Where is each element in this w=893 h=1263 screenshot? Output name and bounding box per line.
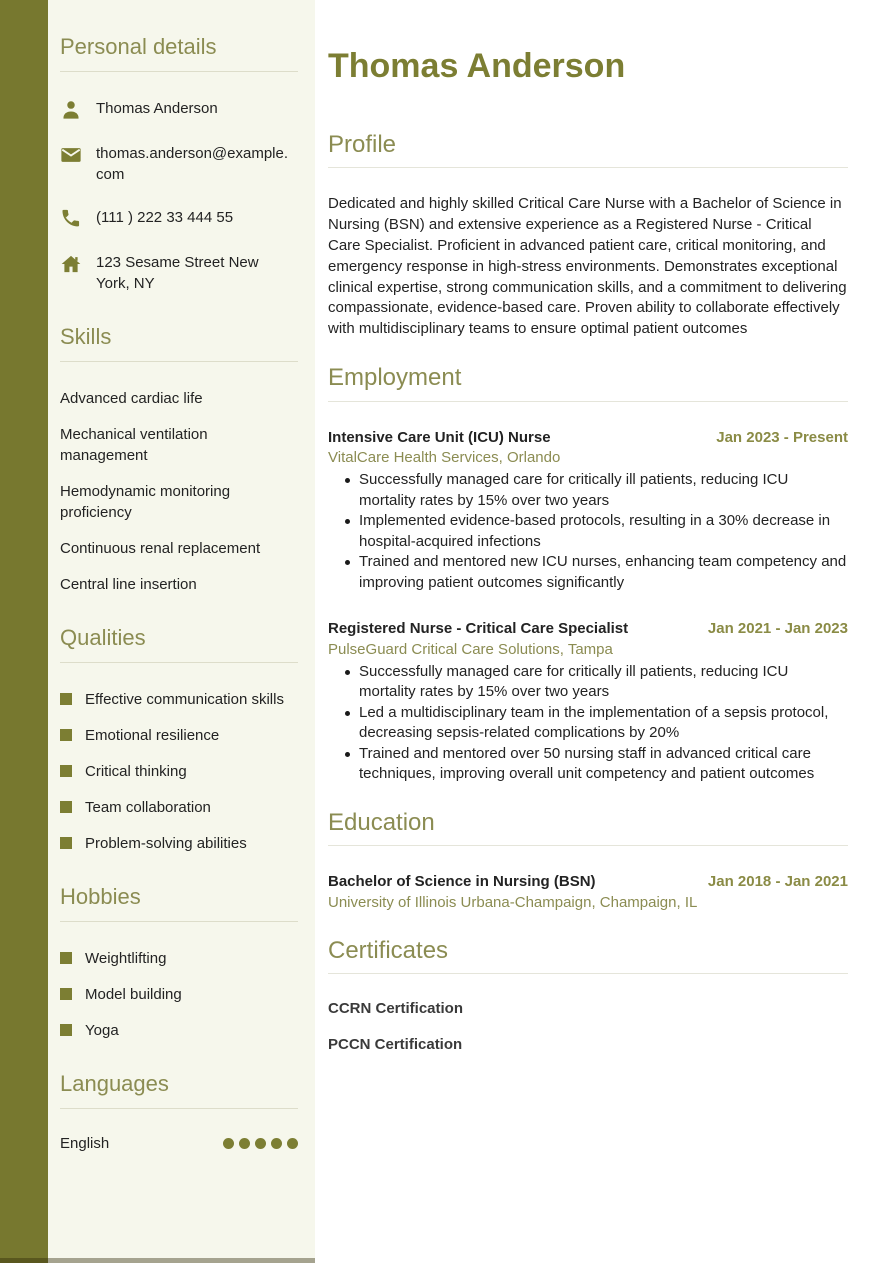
language-level-indicator — [223, 1138, 298, 1149]
education-header — [328, 872, 848, 892]
skills-list — [60, 388, 298, 595]
contact-name-value: Thomas Anderson — [96, 100, 218, 117]
job-company: VitalCare Health Services, Orlando — [328, 449, 561, 467]
square-bullet-icon — [60, 693, 72, 705]
square-bullet-icon — [60, 801, 72, 813]
profile-text: Dedicated and highly skilled Critical Care Nurse with a Bachelor of Science in Nursing (BSN) and extensive experience as a Registered Nurse - Critical Care Specialist. Proficient in advanced patient care, critical monitoring, and emergency response in high-stress environments. Demonstrates exceptional clinical expertise, strong communication skills, and a commitment to delivering compassionate, evidence-based care. Proven ability to collaborate effectively with multidisciplinary teams to ensure optimal patient outcomes — [328, 195, 847, 338]
home-icon — [60, 253, 82, 275]
job-entry — [328, 619, 848, 785]
quality-item — [60, 833, 298, 854]
square-bullet-icon — [60, 952, 72, 964]
skill-item: Central line insertion — [60, 576, 197, 593]
skill-item: Mechanical ventilation management — [60, 426, 208, 464]
certificates-section — [328, 937, 848, 1055]
bullet-dot-icon — [345, 711, 350, 716]
bullet-dot-icon — [345, 560, 350, 565]
job-title: Intensive Care Unit (ICU) Nurse — [328, 428, 551, 446]
language-level-dot-icon — [287, 1138, 298, 1149]
bullet-dot-icon — [345, 478, 350, 483]
education-entry — [328, 872, 848, 913]
hobbies-heading: Hobbies — [60, 884, 298, 922]
bullet-dot-icon — [345, 670, 350, 675]
languages-section — [60, 1071, 298, 1152]
job-bullet-text: Successfully managed care for critically ill patients, reducing ICU mortality rates by 15% over two years — [359, 662, 789, 701]
quality-label: Effective communication skills — [85, 691, 284, 708]
email-icon — [60, 144, 82, 166]
language-level-dot-icon — [255, 1138, 266, 1149]
quality-item — [60, 761, 298, 782]
phone-icon — [60, 208, 82, 230]
education-dates: Jan 2018 - Jan 2021 — [707, 873, 848, 891]
job-bullet-text: Led a multidisciplinary team in the implementation of a sepsis protocol, decreasing sepsis-related complications by 20% — [359, 703, 829, 742]
square-bullet-icon — [60, 765, 72, 777]
hobby-item — [60, 948, 298, 969]
quality-item — [60, 797, 298, 818]
contact-phone-value: (111 ) 222 33 444 55 — [96, 209, 234, 226]
contact-row-address — [60, 252, 298, 294]
job-bullet — [328, 552, 848, 593]
job-bullet — [328, 744, 848, 785]
quality-label: Team collaboration — [85, 799, 211, 816]
quality-label: Problem-solving abilities — [85, 835, 247, 852]
hobby-label: Model building — [85, 986, 182, 1003]
person-icon — [60, 99, 82, 121]
sidebar — [48, 0, 315, 1263]
personal-details-section — [60, 34, 298, 294]
job-company: PulseGuard Critical Care Solutions, Tampa — [328, 640, 613, 658]
quality-item — [60, 689, 298, 710]
skills-section — [60, 324, 298, 595]
job-bullet-text: Trained and mentored new ICU nurses, enhancing team competency and improving patient outcomes significantly — [359, 553, 847, 591]
education-section — [328, 809, 848, 913]
qualities-section — [60, 625, 298, 854]
job-bullet — [328, 662, 848, 703]
language-level-dot-icon — [271, 1138, 282, 1149]
square-bullet-icon — [60, 729, 72, 741]
qualities-heading: Qualities — [60, 625, 298, 663]
hobby-item — [60, 984, 298, 1005]
employment-section — [328, 364, 848, 785]
job-bullet-list — [328, 662, 848, 785]
contact-row-name — [60, 98, 298, 121]
hobbies-section — [60, 884, 298, 1041]
accent-bar — [0, 0, 48, 1263]
language-name: English — [60, 1135, 110, 1152]
job-bullet-text: Trained and mentored over 50 nursing staff in advanced critical care techniques, improving overall unit competency and patient outcomes — [359, 744, 815, 783]
skills-heading: Skills — [60, 324, 298, 362]
bullet-dot-icon — [345, 519, 350, 524]
resume-name: Thomas Anderson — [328, 47, 626, 85]
bullet-dot-icon — [345, 752, 350, 757]
job-bullet-list — [328, 470, 848, 593]
languages-heading: Languages — [60, 1071, 298, 1109]
job-dates: Jan 2023 - Present — [716, 428, 848, 446]
job-header — [328, 428, 848, 448]
qualities-list — [60, 689, 298, 854]
skill-item: Hemodynamic monitoring proficiency — [60, 483, 231, 521]
contact-row-email — [60, 143, 298, 185]
job-dates: Jan 2021 - Jan 2023 — [707, 620, 848, 638]
job-bullet-text: Successfully managed care for critically ill patients, reducing ICU mortality rates by 15% over two years — [359, 471, 789, 509]
quality-item — [60, 725, 298, 746]
hobby-item — [60, 1020, 298, 1041]
hobbies-list — [60, 948, 298, 1041]
language-level-dot-icon — [223, 1138, 234, 1149]
job-title: Registered Nurse - Critical Care Specialist — [328, 620, 629, 638]
language-row — [60, 1135, 298, 1152]
job-header — [328, 619, 848, 639]
contact-row-phone — [60, 207, 298, 230]
certificates-heading: Certificates — [328, 937, 848, 975]
main-column — [315, 0, 893, 1263]
hobby-label: Weightlifting — [85, 950, 167, 967]
job-bullet — [328, 511, 848, 552]
quality-label: Emotional resilience — [85, 727, 220, 744]
square-bullet-icon — [60, 837, 72, 849]
contact-address-value: 123 Sesame Street New York, NY — [96, 254, 259, 292]
profile-heading: Profile — [328, 131, 848, 169]
certificate-item: PCCN Certification — [328, 1035, 463, 1053]
education-school: University of Illinois Urbana-Champaign, Champaign, IL — [328, 893, 698, 911]
education-degree: Bachelor of Science in Nursing (BSN) — [328, 873, 596, 891]
employment-heading: Employment — [328, 364, 848, 402]
education-heading: Education — [328, 809, 848, 847]
personal-details-heading: Personal details — [60, 34, 298, 72]
page-bottom-shadow — [0, 1258, 315, 1263]
certificate-item: CCRN Certification — [328, 1000, 464, 1018]
job-entry — [328, 428, 848, 594]
job-bullet — [328, 470, 848, 511]
skill-item: Continuous renal replacement — [60, 540, 261, 557]
square-bullet-icon — [60, 1024, 72, 1036]
skill-item: Advanced cardiac life — [60, 390, 203, 407]
square-bullet-icon — [60, 988, 72, 1000]
job-bullet-text: Implemented evidence-based protocols, resulting in a 30% decrease in hospital-acquired infections — [359, 512, 831, 550]
profile-section — [328, 131, 848, 340]
contact-email-value: thomas.anderson@example.com — [96, 145, 288, 183]
quality-label: Critical thinking — [85, 763, 187, 780]
hobby-label: Yoga — [85, 1022, 119, 1039]
language-level-dot-icon — [239, 1138, 250, 1149]
job-bullet — [328, 703, 848, 744]
